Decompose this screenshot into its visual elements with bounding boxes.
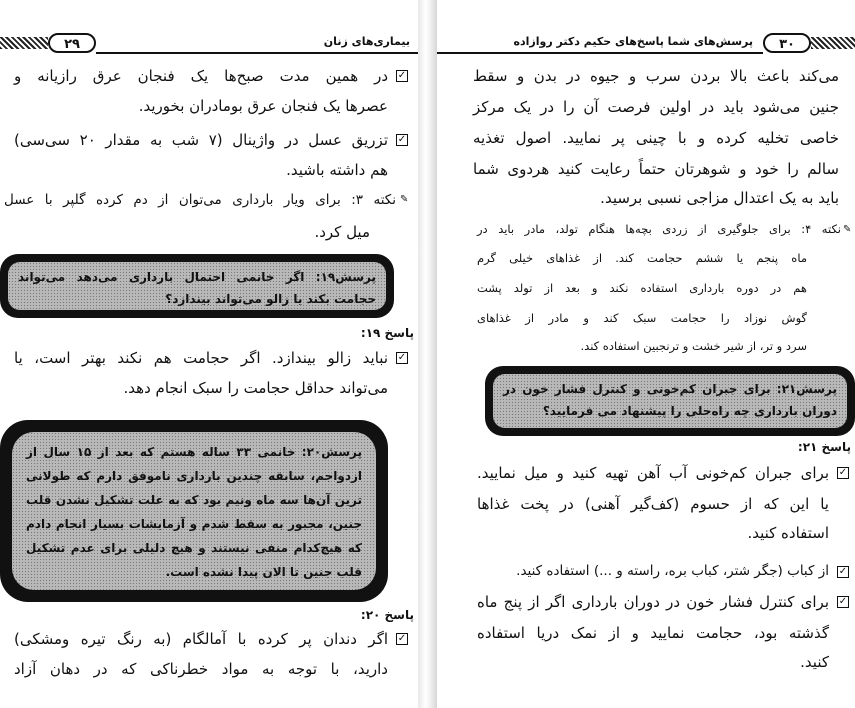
book-gutter (418, 0, 437, 708)
question-19-box (0, 254, 394, 318)
header-pattern (811, 37, 855, 49)
note-line: هم در دوره بارداری استفاده نکند و بعد از تولد پشت (477, 281, 807, 295)
note-pen-icon: ✎ (843, 224, 852, 235)
text-line: هم داشته باشید. (286, 161, 388, 179)
text-line: جنین می‌شود باید در اولین فرصت آن را در یک مرکز (473, 98, 839, 116)
running-title: پرسش‌های شما پاسخ‌های حکیم دکتر روازاده (513, 35, 753, 48)
page-number-badge: ۲۹ (48, 33, 96, 53)
header-pattern (0, 37, 48, 49)
text-line: در همین مدت صبح‌ها یک فنجان عرق رازیانه و (14, 67, 388, 85)
left-page (0, 0, 418, 708)
text-line: یا این که از حسوم (کف‌گیر آهنی) در پخت غذاها (477, 495, 829, 513)
note-line: گوش نوزاد را حجامت سبک کند و مادر از غذاهای (477, 311, 807, 325)
note-line: ماه پنجم یا ششم حجامت کند. از غذاهای خیلی گرم (477, 251, 807, 265)
checkbox-icon: ✓ (397, 633, 407, 644)
text-line: سالم را خود و شوهرتان حتماً رعایت کنید هردوی شما (473, 160, 839, 178)
text-line: دارید، با توجه به مواد خطرناکی که در دهان آزاد (14, 660, 388, 678)
header-rule (96, 52, 418, 54)
left-page-header (0, 33, 418, 53)
text-line: برای کنترل فشار خون در دوران بارداری اگر از پنج ماه (477, 593, 829, 611)
question-20-box (0, 420, 388, 602)
text-line: عصرها یک فنجان عرق بومادران بخورید. (138, 97, 388, 115)
checkbox-icon: ✓ (397, 70, 407, 81)
answer-21-label: پاسخ ۲۱: (797, 440, 851, 454)
note-line: نکته ۴: برای جلوگیری از زردی بچه‌ها هنگام تولد، مادر باید در (477, 222, 841, 236)
note-line: میل کرد. (314, 223, 370, 241)
text-line: از کباب (جگر شتر، کباب بره، راسته و ...) استفاده کنید. (516, 563, 829, 579)
question-21-text: پرسش۲۱: برای جبران کم‌خونی و کنترل فشار خون در دوران بارداری چه راه‌حلی را پیشنهاد می فرمایید؟ (493, 374, 847, 428)
text-line: اگر دندان پر کرده با آمالگام (به رنگ تیره ومشکی) (14, 630, 388, 648)
checkbox-icon: ✓ (838, 596, 848, 607)
answer-19-label: پاسخ ۱۹: (360, 326, 414, 340)
text-line: می‌تواند حداقل حجامت را سبک انجام دهد. (123, 379, 388, 397)
right-page (437, 0, 855, 708)
running-title: بیماری‌های زنان (323, 35, 410, 48)
note-line: سرد و تر، از شیر خشت و ترنجبین استفاده کند. (580, 339, 807, 353)
text-line: می‌کند باعث بالا بردن سرب و جیوه در بدن و سقط (473, 67, 839, 85)
question-20-text: پرسش۲۰: خانمی ۳۳ ساله هستم که بعد از ۱۵ سال از ازدواجم، سابقه چندین بارداری ناموفق دارم که طولانی ترین آن‌ها سه ماه ونیم بود که به علت تشکیل نشدن قلب جنین، مجبور به سقط شدم و آزمایشات بسیار انجام دادم که هیچ‌کدام منفی نیستند و هیچ دلیلی برای عدم تشکیل قلب جنین تا الان پیدا نشده است. (12, 432, 376, 590)
note-pen-icon: ✎ (400, 194, 409, 205)
text-line: گذشته بود، حجامت نمایید و از نمک دریا استفاده (477, 624, 829, 642)
page-number-badge: ۳۰ (763, 33, 811, 53)
text-line: باید به یک اعتدال مزاجی نسبی برسید. (600, 189, 839, 207)
text-line: خاصی تخلیه کرده و با چینی پر نمایید. اصول تغذیه (473, 129, 839, 147)
text-line: استفاده کنید. (747, 524, 829, 542)
text-line: کنید. (800, 653, 829, 671)
checkbox-icon: ✓ (838, 467, 848, 478)
text-line: برای جبران کم‌خونی آب آهن تهیه کنید و میل نمایید. (477, 464, 829, 482)
text-line: تزریق عسل در واژینال (۷ شب به مقدار ۲۰ سی‌سی) (14, 131, 389, 149)
header-rule (437, 52, 763, 54)
checkbox-icon: ✓ (397, 352, 407, 363)
checkbox-icon: ✓ (397, 134, 407, 145)
note-line: نکته ۳: برای ویار بارداری می‌توان از دم کرده گلپر با عسل (4, 192, 396, 208)
right-page-header (437, 33, 855, 53)
answer-20-label: پاسخ ۲۰: (360, 608, 414, 622)
checkbox-icon: ✓ (838, 566, 848, 577)
question-21-box (485, 366, 855, 436)
question-19-text: پرسش۱۹: اگر خانمی احتمال بارداری می‌دهد می‌تواند حجامت بکند یا زالو می‌تواند بیندازد؟ (8, 262, 386, 310)
text-line: نباید زالو بیندازد. اگر حجامت هم نکند بهتر است، یا (14, 349, 388, 367)
